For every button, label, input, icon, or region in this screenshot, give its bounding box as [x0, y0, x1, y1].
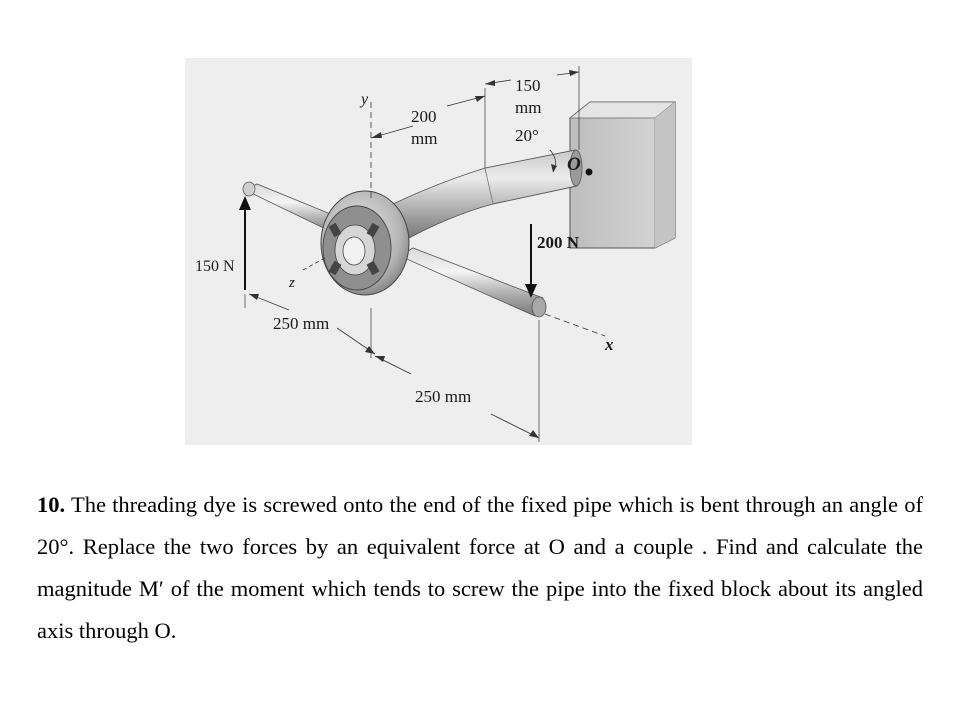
label-z-axis: z: [289, 275, 295, 291]
label-150-value: 150: [515, 76, 541, 95]
origin-point: [586, 169, 593, 176]
label-y-axis: y: [361, 91, 369, 108]
label-150-unit: mm: [515, 98, 542, 117]
problem-number: 10.: [37, 492, 66, 517]
label-x-axis: x: [605, 335, 614, 354]
label-origin: O: [567, 154, 581, 175]
label-250-bottom: 250 mm: [415, 387, 472, 406]
fixed-block: [570, 102, 675, 248]
threading-die: [321, 191, 409, 295]
pipe-threading-figure: [185, 58, 692, 445]
label-force-150: 150 N: [195, 258, 235, 275]
label-250-left: 250 mm: [273, 314, 330, 333]
label-angle: 20°: [515, 126, 539, 145]
label-200-value: 200: [411, 107, 437, 126]
label-200-unit: mm: [411, 129, 438, 148]
problem-text: The threading dye is screwed onto the end of the fixed pipe which is bent through an angle of 20°. Replace the two forces by an equivalent force at O and a couple . Find and calculate the magnitude M′ of the moment which tends to screw the pipe into the fixed block about its angled axis through O.: [37, 492, 923, 643]
label-force-200: 200 N: [537, 233, 580, 252]
problem-statement: [37, 484, 923, 652]
